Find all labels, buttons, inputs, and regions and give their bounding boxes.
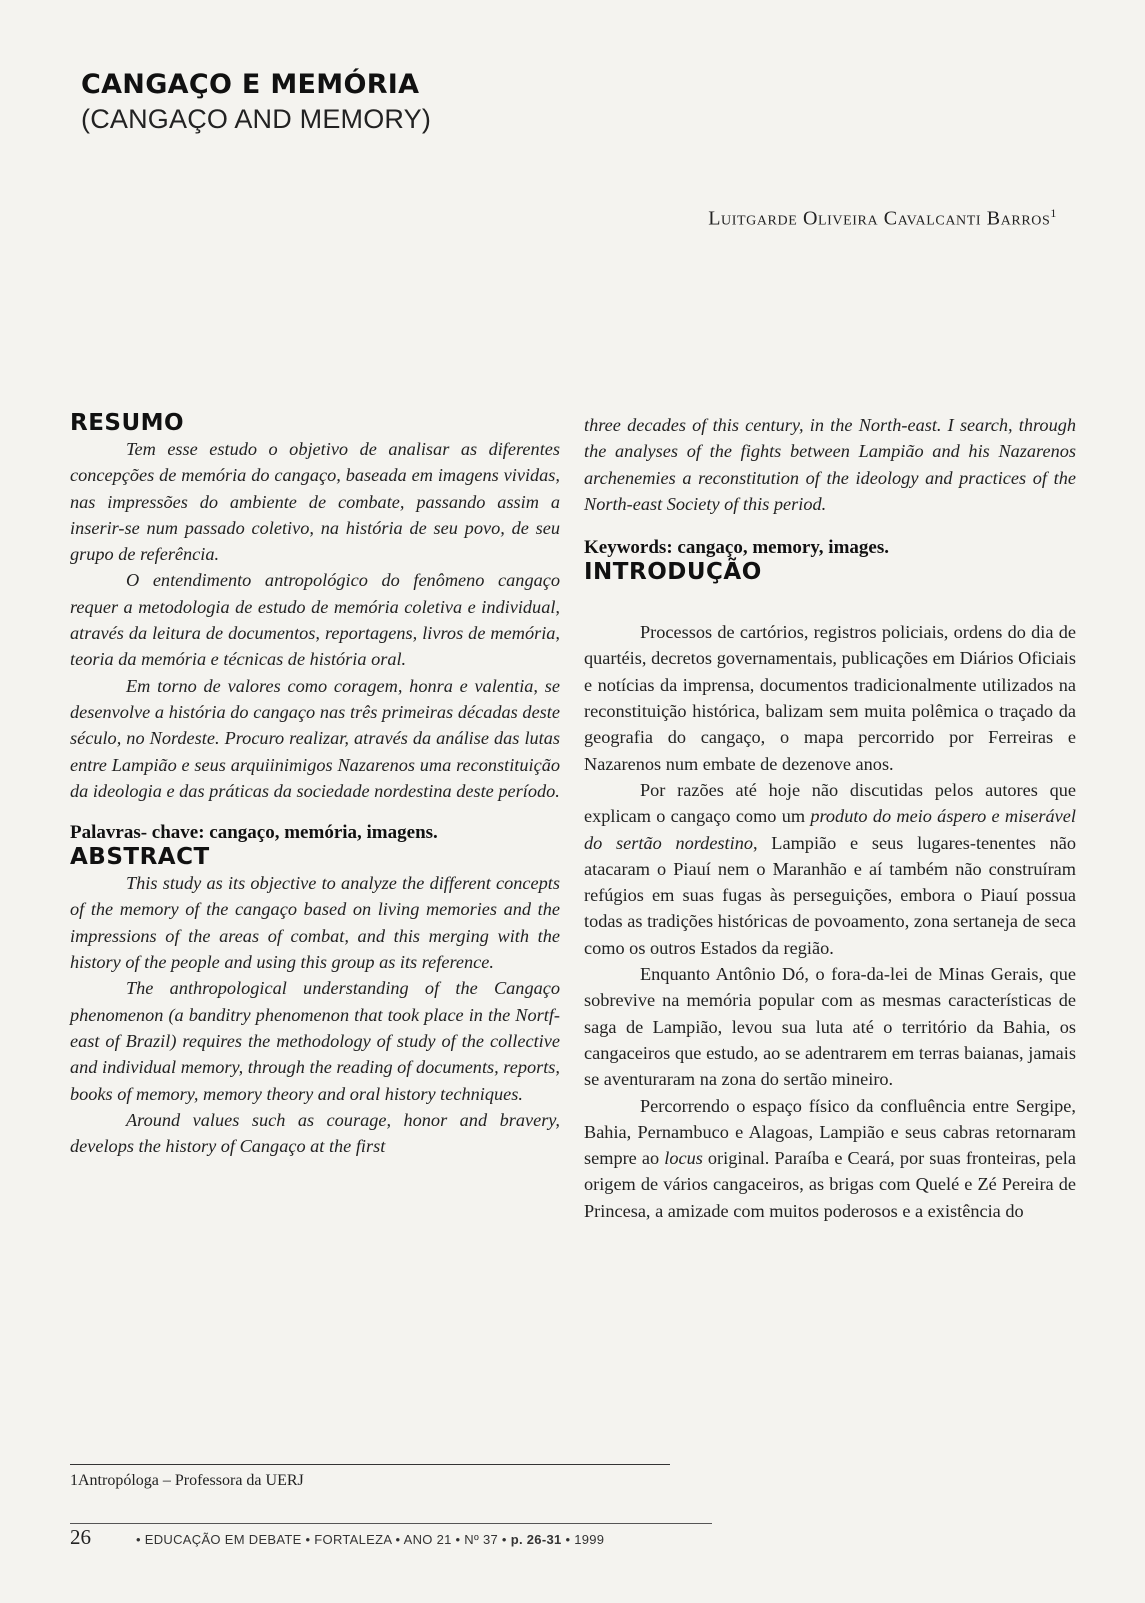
footnote-divider [70,1464,670,1465]
author-line [708,206,1057,231]
introducao-text: original. Paraíba e Ceará, por suas fronteiras, pela origem de vários cangaceiros, as brigas com Quelé e Zé Pereira de Princesa, a amizade com muitos poderosos e a existência do [584,1148,1077,1221]
introducao-paragraph: Enquanto Antônio Dó, o fora-da-lei de Minas Gerais, que sobrevive na memória popular com as mesmas características de saga de Lampião, levou sua luta até o território da Bahia, os cangaceiros que estudo, ao se adentrarem em terras baianas, jamais se aventuraram na zona do sertão mineiro. [584,964,1076,1090]
introducao-emphasis: produto do meio áspero e miserável do sertão nordestino [584,806,1076,853]
abstract-continuation: three decades of this century, in the North-east. I search, through the analyses of the fights between Lampião and his Nazarenos archenemies a reconstitution of the ideology and practices of the North-east Society of this period. [584,415,1076,514]
introducao-text: Por razões até hoje não discutidas pelos autores que explicam o cangaço como um [584,779,1076,827]
introducao-text: , Lampião e seus lugares-tenentes não atacaram o Piauí nem o Maranhão e aí também não construíram refúgios em suas fugas às perseguições, embora o Piauí possua todas as tradições históricas de povoamento, zona sertaneja de seca como os outros Estados da região. [584,832,1077,958]
article-title-english: (CANGAÇO AND MEMORY) [81,104,432,134]
left-column [70,410,560,1159]
abstract-paragraph: The anthropological understanding of the Cangaço phenomenon (a banditry phenomenon that took place in the Nortf-east of Brazil) requires the methodology of study of the collective and individual memory, through the reading of documents, reports, books of memory, memory theory and oral history techniques. [70,978,560,1104]
footnote: 1Antropóloga – Professora da UERJ [70,1472,304,1489]
running-footer [136,1532,604,1547]
introducao-paragraph: Processos de cartórios, registros policiais, ordens do dia de quartéis, decretos governamentais, publicações em Diários Oficiais e notícias da imprensa, documentos tradicionalmente utilizados na reconstituição histórica, balizam sem muita polêmica o traçado da geografia do cangaço, o mapa percorrido por Ferreiras e Nazarenos num embate de dezenove anos. [584,622,1076,774]
abstract-paragraph: Around values such as courage, honor and bravery, develops the history of Cangaço at the first [70,1109,560,1157]
author-footnote-mark: 1 [1050,206,1057,220]
article-title-block [81,68,431,136]
resumo-keywords: Palavras- chave: cangaço, memória, imagens. [70,822,438,844]
introducao-heading: INTRODUÇÃO [584,559,762,586]
article-title: CANGAÇO E MEMÓRIA [81,69,420,100]
footer-divider [70,1523,712,1524]
running-footer-pages: p. 26-31 [510,1532,562,1547]
introducao-body [584,619,1076,1224]
running-footer-text: • EDUCAÇÃO EM DEBATE • FORTALEZA • ANO 21 • Nº 37 • [136,1532,511,1547]
abstract-paragraph: This study as its objective to analyze the different concepts of the memory of the cangaço based on living memories and the impressions of the areas of combat, and this merging with the history of the people and using this group as its reference. [70,873,560,973]
resumo-paragraph: Em torno de valores como coragem, honra e valentia, se desenvolve a história do cangaço nas três primeiras décadas deste século, no Nordeste. Procuro realizar, através da análise das lutas entre Lampião e seus arquiinimigos Nazarenos uma reconstituição da ideologia e das práticas da sociedade nordestina deste período. [70,675,560,801]
page-number: 26 [70,1525,91,1549]
resumo-heading: RESUMO [70,410,185,436]
introducao-paragraph [584,1093,1076,1224]
introducao-paragraph [584,777,1076,961]
introducao-emphasis: locus [664,1148,703,1169]
abstract-heading: ABSTRACT [70,844,210,871]
introducao-text: Percorrendo o espaço físico da confluência entre Sergipe, Bahia, Pernambuco e Alagoas, Lampião e seus cabras retornaram sempre ao [584,1095,1076,1169]
resumo-paragraph: Tem esse estudo o objetivo de analisar as diferentes concepções de memória do cangaço, baseada em imagens vividas, nas impressões do ambiente de combate, passando assim a inserir-se num passado coletivo, na história de seu povo, de seu grupo de referência. [70,439,560,565]
running-footer-year: • 1999 [561,1532,605,1547]
resumo-paragraph: O entendimento antropológico do fenômeno cangaço requer a metodologia de estudo de memória coletiva e individual, através da leitura de documentos, reportagens, livros de memória, teoria da memória e técnicas de história oral. [70,570,560,670]
abstract-keywords: Keywords: cangaço, memory, images. [584,537,889,559]
author-name: Luitgarde Oliveira Cavalcanti Barros [708,207,1051,230]
right-column [584,412,1076,1224]
